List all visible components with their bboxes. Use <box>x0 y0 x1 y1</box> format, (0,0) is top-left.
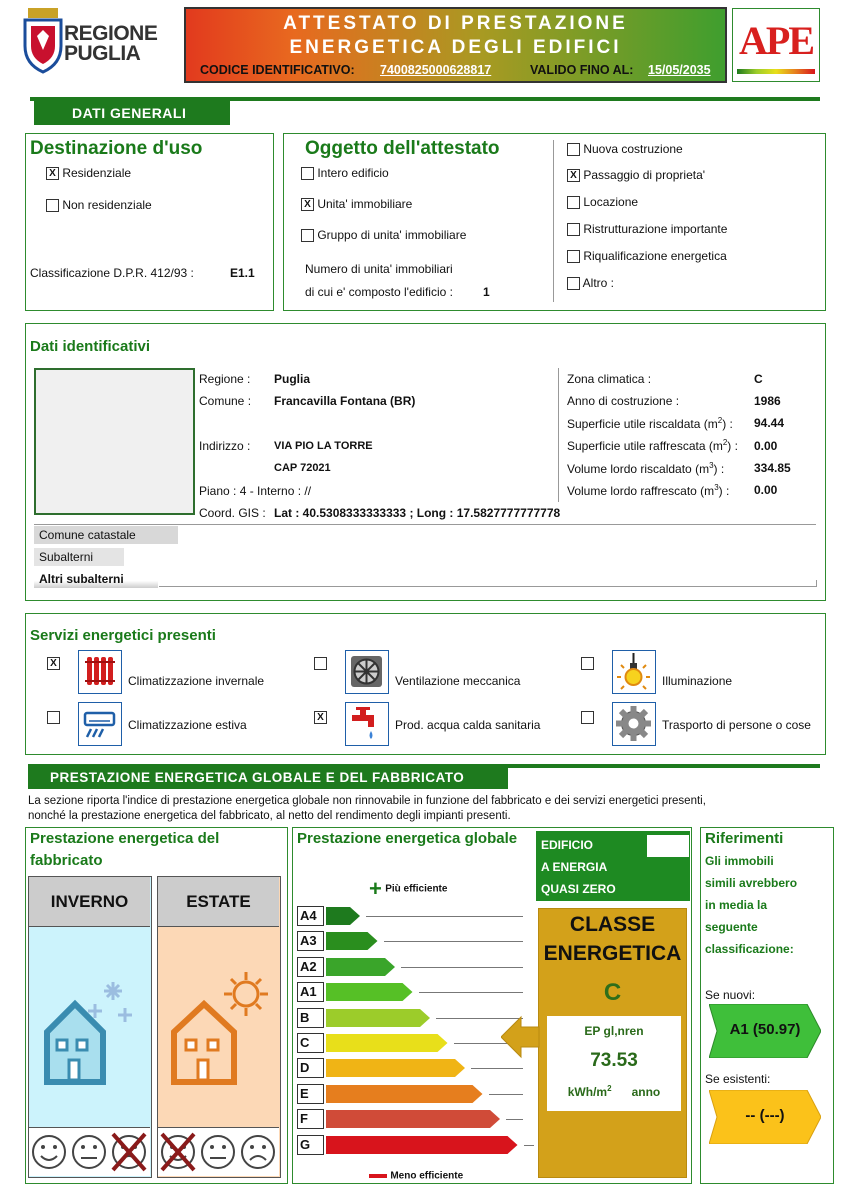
comune-label: Comune : <box>199 394 252 408</box>
nuova-checkbox[interactable] <box>567 143 580 156</box>
prestazione-description-2: nonché la prestazione energetica del fabbricato, al netto del rendimento degli impianti presenti. <box>28 810 511 822</box>
plus-icon: + <box>369 876 382 901</box>
energy-class-label-b: B <box>297 1008 324 1028</box>
service-checkbox-hot-water[interactable]: X <box>314 711 327 724</box>
energy-class-guide-line <box>401 967 523 968</box>
riferimenti-text-5: classificazione: <box>705 942 794 956</box>
oggetto-title: Oggetto dell'attestato <box>305 138 500 159</box>
inverno-label: INVERNO <box>29 877 150 927</box>
classe-energetica-panel <box>538 908 687 1178</box>
meno-efficiente-label: Meno efficiente <box>390 1170 464 1182</box>
energy-class-row-e <box>297 1084 533 1104</box>
catasto-subalterni: Subalterni <box>34 548 124 566</box>
energy-class-row-c <box>297 1033 533 1053</box>
ep-value: 73.53 <box>590 1050 638 1071</box>
service-checkbox-ventilation[interactable] <box>314 657 327 670</box>
energy-class-row-d <box>297 1058 533 1078</box>
catasto-line <box>34 524 816 525</box>
energy-class-label-f: F <box>297 1109 324 1129</box>
servizi-box <box>25 613 826 755</box>
radiator-icon <box>78 650 122 694</box>
nuova-label: Nuova costruzione <box>583 142 683 156</box>
fabbricato-box <box>25 827 288 1184</box>
riqualificazione-label: Riqualificazione energetica <box>583 249 727 263</box>
winter-rating-row <box>29 1127 150 1176</box>
energy-class-label-a2: A2 <box>297 957 324 977</box>
classificazione-value: E1.1 <box>230 266 255 280</box>
code-label: CODICE IDENTIFICATIVO: <box>200 63 355 77</box>
locazione-checkbox[interactable] <box>567 196 580 209</box>
coord-value: Lat : 40.5308333333333 ; Long : 17.5827777777778 <box>274 506 561 520</box>
esistenti-value: -- (---) <box>745 1107 785 1124</box>
region-name-line-1: REGIONE <box>64 22 158 45</box>
valid-value: 15/05/2035 <box>648 63 711 77</box>
ape-logo-stripe <box>737 69 815 74</box>
passaggio-option[interactable] <box>567 168 705 182</box>
hot-water-tap-icon <box>345 702 389 746</box>
section-bar-dati-generali: DATI GENERALI <box>34 101 230 125</box>
nzeb-badge <box>536 831 690 901</box>
sup-risc-label: Superficie utile riscaldata $(m^2)$ : <box>567 416 733 431</box>
summer-rating-row <box>158 1127 279 1176</box>
globale-box <box>292 827 692 1184</box>
riferimenti-text-2: simili avrebbero <box>705 876 798 890</box>
piu-efficiente <box>369 876 447 902</box>
locazione-option[interactable] <box>567 195 638 209</box>
service-label-heating: Climatizzazione invernale <box>128 674 265 688</box>
unita-option[interactable] <box>301 197 412 211</box>
residenziale-checkbox[interactable]: X <box>46 167 59 180</box>
classificazione-label: Classificazione D.P.R. 412/93 : <box>30 266 194 280</box>
building-photo-placeholder <box>34 368 195 515</box>
residenziale-label: Residenziale <box>62 166 132 180</box>
cap-value: CAP 72021 <box>274 462 331 474</box>
service-label-ventilation: Ventilazione meccanica <box>395 674 521 688</box>
ape-logo <box>732 8 820 82</box>
nzeb-checkbox <box>647 835 689 857</box>
nuova-option[interactable] <box>567 142 683 156</box>
energy-class-label-c: C <box>297 1033 324 1053</box>
numero-label-2: di cui e' composto l'edificio : <box>305 285 453 299</box>
section-bar-prestazione: PRESTAZIONE ENERGETICA GLOBALE E DEL FABBRICATO <box>28 767 508 789</box>
identificativi-title: Dati identificativi <box>30 338 151 355</box>
gear-icon <box>612 702 656 746</box>
ep-card <box>547 1016 681 1111</box>
riferimenti-title: Riferimenti <box>705 830 784 847</box>
ristrutturazione-checkbox[interactable] <box>567 223 580 236</box>
piu-efficiente-label: Più efficiente <box>385 883 448 895</box>
nzeb-line-2: A ENERGIA <box>541 860 608 874</box>
vol-raff-value: 0.00 <box>754 483 778 497</box>
service-label-hot-water: Prod. acqua calda sanitaria <box>395 718 541 732</box>
unita-label: Unita' immobiliare <box>317 197 413 211</box>
ep-label: EP gl,nren <box>584 1024 644 1038</box>
servizi-title: Servizi energetici presenti <box>30 627 216 644</box>
energy-class-row-f <box>297 1109 533 1129</box>
anno-label: Anno di costruzione : <box>567 394 680 408</box>
region-logo <box>22 6 162 76</box>
energy-class-label-d: D <box>297 1058 324 1078</box>
fabbricato-title-2: fabbricato <box>30 852 103 869</box>
winter-house-icon <box>35 962 145 1102</box>
numero-label-1: Numero di unita' immobiliari <box>305 262 453 276</box>
riqualificazione-checkbox[interactable] <box>567 250 580 263</box>
header-title-1: ATTESTATO DI PRESTAZIONE <box>283 13 628 34</box>
meno-efficiente <box>369 1168 463 1182</box>
intero-option[interactable] <box>301 166 389 180</box>
region-name-line-2: PUGLIA <box>64 42 141 65</box>
nuovi-label: Se nuovi: <box>705 988 756 1002</box>
catasto-altri: Altri subalterni <box>34 570 158 588</box>
energy-class-scale <box>297 906 533 1166</box>
valid-label: VALIDO FINO AL: <box>530 63 634 77</box>
energy-class-label-a4: A4 <box>297 906 324 926</box>
non-residenziale-label: Non residenziale <box>62 198 152 212</box>
non-residenziale-checkbox[interactable] <box>46 199 59 212</box>
energy-class-guide-line <box>366 916 523 917</box>
intero-label: Intero edificio <box>317 166 389 180</box>
service-checkbox-cooling[interactable] <box>47 711 60 724</box>
coord-label: Coord. GIS : <box>199 506 266 520</box>
energy-class-arrow-f <box>326 1109 502 1129</box>
zona-label: Zona climatica : <box>567 372 652 386</box>
indirizzo-label: Indirizzo : <box>199 439 251 453</box>
vol-risc-value: 334.85 <box>754 461 791 475</box>
vol-raff-label: Volume lordo raffrescato $(m^3)$ : <box>567 483 730 498</box>
fabbricato-title-1: Prestazione energetica del <box>30 830 220 847</box>
energy-class-label-a1: A1 <box>297 982 324 1002</box>
classe-label-1: CLASSE <box>569 913 656 936</box>
service-checkbox-lighting[interactable] <box>581 657 594 670</box>
residenziale-option[interactable] <box>46 166 131 180</box>
energy-class-row-a4 <box>297 906 533 926</box>
numero-value: 1 <box>483 285 490 299</box>
energy-class-arrow-a4 <box>326 906 362 926</box>
service-label-lighting: Illuminazione <box>662 674 733 688</box>
energy-class-arrow-g <box>326 1135 520 1155</box>
energy-class-row-a2 <box>297 957 533 977</box>
vol-risc-label: Volume lordo riscaldato $(m^3)$ : <box>567 461 725 476</box>
intero-checkbox[interactable] <box>301 167 314 180</box>
class-pointer-arrow <box>501 1015 541 1059</box>
sup-raff-value: 0.00 <box>754 439 778 453</box>
nzeb-line-3: QUASI ZERO <box>541 882 616 896</box>
energy-class-label-a3: A3 <box>297 931 324 951</box>
prestazione-description-1: La sezione riporta l'indice di prestazione energetica globale non rinnovabile in funzione del fabbricato e dei servizi energetici presenti, <box>28 795 706 807</box>
catasto-bottom-line <box>159 586 816 587</box>
energy-class-guide-line <box>419 992 524 993</box>
light-bulb-icon <box>612 650 656 694</box>
sup-raff-label: Superficie utile raffrescata $(m^2)$ : <box>567 438 738 453</box>
energy-class-row-a1 <box>297 982 533 1002</box>
riqualificazione-option[interactable] <box>567 249 727 263</box>
destinazione-box <box>25 133 274 311</box>
gruppo-checkbox[interactable] <box>301 229 314 242</box>
energy-class-label-g: G <box>297 1135 324 1155</box>
passaggio-checkbox[interactable]: X <box>567 169 580 182</box>
altro-checkbox[interactable] <box>567 277 580 290</box>
unita-checkbox[interactable]: X <box>301 198 314 211</box>
energy-class-row-b <box>297 1008 533 1028</box>
minus-icon <box>369 1174 387 1178</box>
ristrutturazione-option[interactable] <box>567 222 727 236</box>
altro-option[interactable] <box>567 276 614 290</box>
classe-label-2: ENERGETICA <box>543 942 682 965</box>
energy-class-arrow-a3 <box>326 931 380 951</box>
locazione-label: Locazione <box>583 195 639 209</box>
nuovi-badge <box>709 1004 821 1058</box>
energy-class-guide-line <box>384 941 524 942</box>
energy-class-arrow-a2 <box>326 957 397 977</box>
ape-logo-text: APE <box>739 18 813 63</box>
gruppo-label: Gruppo di unita' immobiliare <box>317 228 467 242</box>
anno-value: 1986 <box>754 394 781 408</box>
riferimenti-text-4: seguente <box>705 920 758 934</box>
regione-value: Puglia <box>274 372 311 386</box>
riferimenti-box <box>700 827 834 1184</box>
service-checkbox-transport[interactable] <box>581 711 594 724</box>
passaggio-label: Passaggio di proprieta' <box>583 168 706 182</box>
energy-class-arrow-b <box>326 1008 432 1028</box>
zona-value: C <box>754 372 763 386</box>
gruppo-option[interactable] <box>301 228 466 242</box>
comune-value: Francavilla Fontana (BR) <box>274 394 416 408</box>
sup-risc-value: 94.44 <box>754 416 785 430</box>
energy-class-arrow-e <box>326 1084 485 1104</box>
riferimenti-text-3: in media la <box>705 898 768 912</box>
header-title-2: ENERGETICA DEGLI EDIFICI <box>289 37 622 58</box>
service-label-transport: Trasporto di persone o cose <box>662 718 811 732</box>
energy-class-arrow-d <box>326 1058 467 1078</box>
riferimenti-text-1: Gli immobili <box>705 854 774 868</box>
classe-value: C <box>603 979 622 1006</box>
oggetto-divider <box>553 140 554 302</box>
destinazione-title: Destinazione d'uso <box>30 138 203 159</box>
energy-class-row-g <box>297 1135 533 1155</box>
indirizzo-value: VIA PIO LA TORRE <box>274 440 373 452</box>
catasto-comune: Comune catastale <box>34 526 178 544</box>
summer-house-icon <box>164 962 274 1102</box>
energy-class-arrow-a1 <box>326 982 415 1002</box>
non-residenziale-option[interactable] <box>46 198 152 212</box>
esistenti-badge <box>709 1090 821 1144</box>
ep-unit: kWh/$m^2$ anno <box>567 1084 661 1099</box>
service-label-cooling: Climatizzazione estiva <box>128 718 247 732</box>
energy-class-guide-line <box>506 1119 523 1120</box>
altro-label: Altro : <box>582 276 615 290</box>
esistenti-label: Se esistenti: <box>705 1072 771 1086</box>
air-conditioner-icon <box>78 702 122 746</box>
estate-label: ESTATE <box>158 877 279 927</box>
globale-title: Prestazione energetica globale <box>297 830 518 847</box>
energy-class-arrow-c <box>326 1033 450 1053</box>
nuovi-value: A1 (50.97) <box>729 1021 801 1038</box>
identificativi-divider <box>558 368 559 502</box>
catasto-right-tick <box>816 580 817 587</box>
energy-class-row-a3 <box>297 931 533 951</box>
regione-label: Regione : <box>199 372 251 386</box>
ristrutturazione-label: Ristrutturazione importante <box>583 222 728 236</box>
fan-icon <box>345 650 389 694</box>
inverno-panel <box>28 876 152 1178</box>
ape-header-banner <box>184 7 727 83</box>
energy-class-guide-line <box>471 1068 523 1069</box>
service-checkbox-heating[interactable]: X <box>47 657 60 670</box>
piano-value: Piano : 4 - Interno : // <box>199 484 312 498</box>
energy-class-label-e: E <box>297 1084 324 1104</box>
identificativi-box <box>25 323 826 601</box>
oggetto-box <box>283 133 826 311</box>
energy-class-guide-line <box>524 1145 534 1146</box>
code-value: 7400825000628817 <box>380 63 492 77</box>
coat-of-arms-icon <box>22 6 64 74</box>
estate-panel <box>157 876 281 1178</box>
nzeb-line-1: EDIFICIO <box>541 838 594 852</box>
energy-class-guide-line <box>489 1094 524 1095</box>
